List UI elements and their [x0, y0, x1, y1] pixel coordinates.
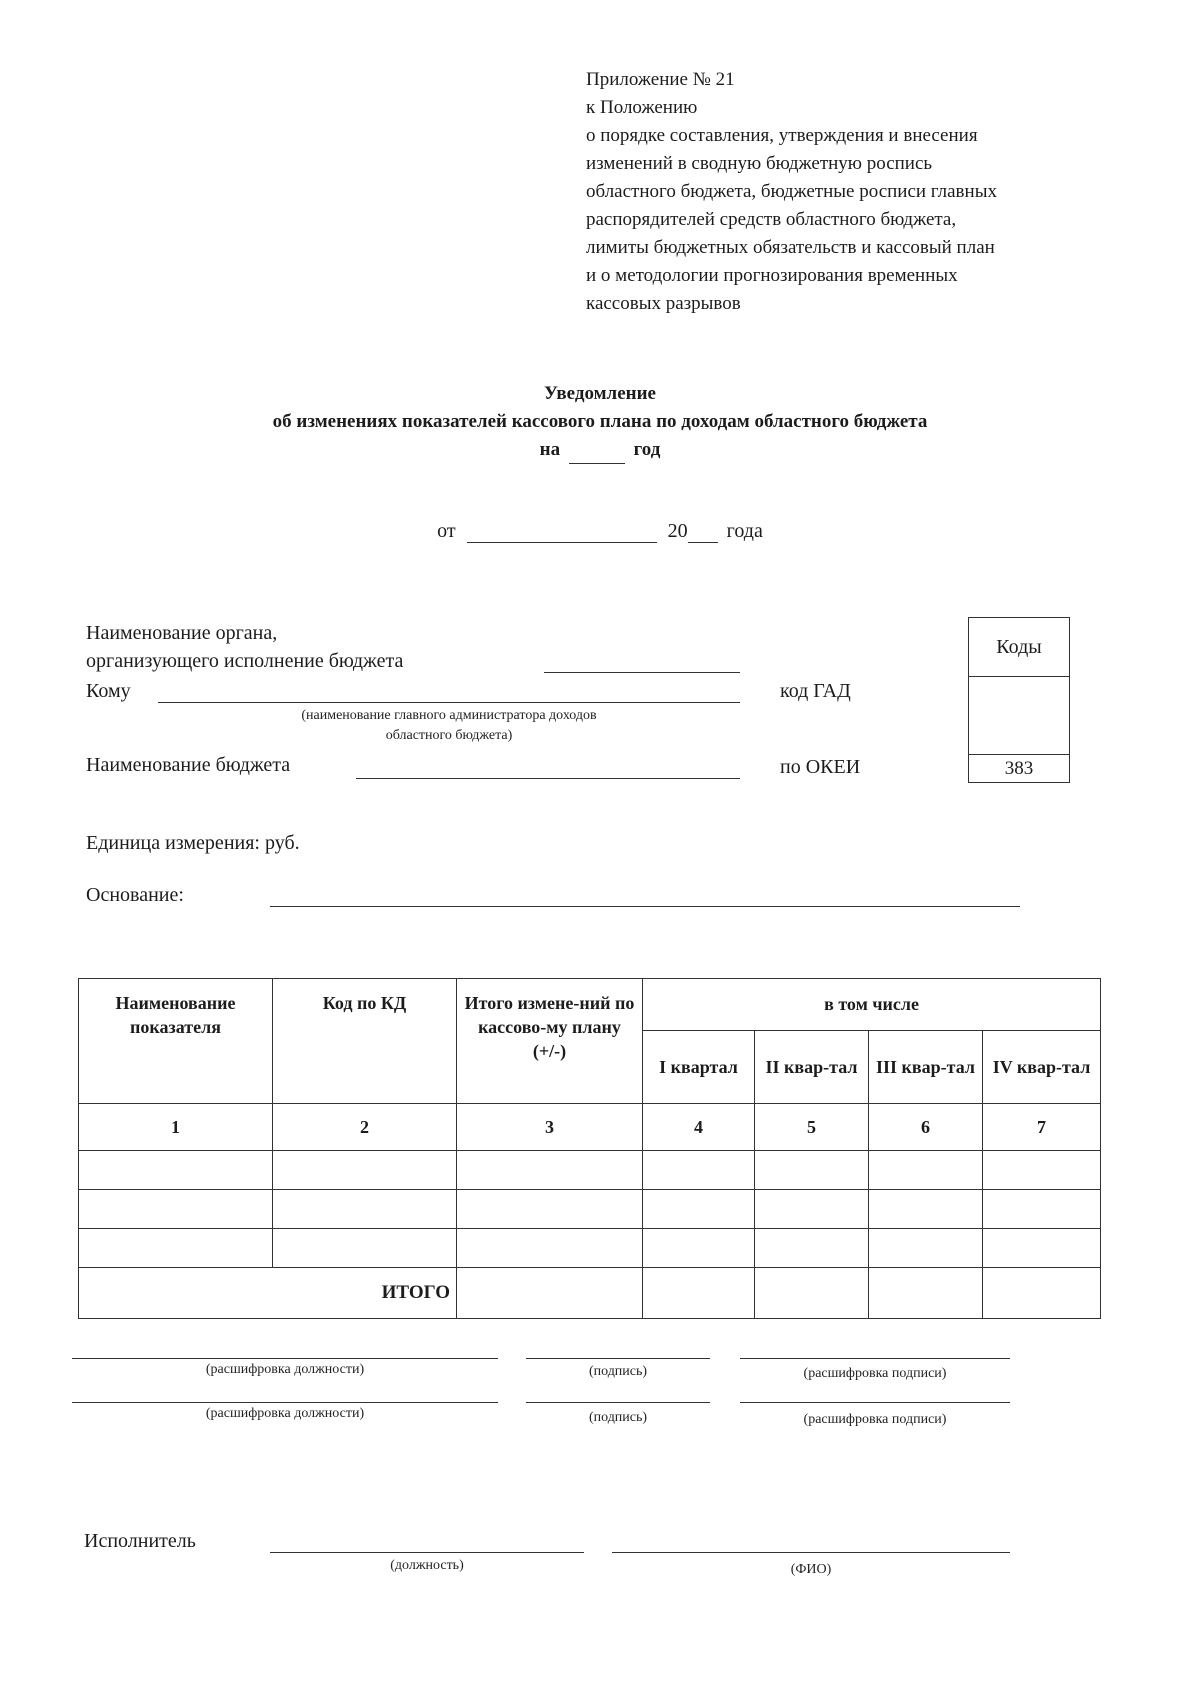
table-cell[interactable] — [79, 1151, 273, 1190]
table-cell[interactable] — [643, 1229, 755, 1268]
col-number: 6 — [869, 1104, 983, 1151]
table-cell[interactable] — [755, 1229, 869, 1268]
table-cell[interactable] — [457, 1229, 643, 1268]
executor-fio-line[interactable] — [612, 1552, 1010, 1553]
budget-field[interactable] — [356, 778, 740, 779]
appendix-header — [586, 66, 1146, 318]
changes-table — [78, 978, 1101, 1319]
basis-field[interactable] — [270, 906, 1020, 907]
total-label: ИТОГО — [79, 1268, 457, 1319]
table-cell[interactable] — [273, 1151, 457, 1190]
table-cell[interactable] — [869, 1190, 983, 1229]
basis-label: Основание: — [86, 884, 184, 906]
header-line: о порядке составления, утверждения и внесения — [586, 125, 978, 146]
table-cell[interactable] — [457, 1190, 643, 1229]
header-line: изменений в сводную бюджетную роспись — [586, 153, 933, 174]
signature-decode-caption: (расшифровка подписи) — [803, 1366, 947, 1381]
table-row — [79, 1151, 1101, 1190]
total-cell[interactable] — [457, 1268, 643, 1319]
table-cell[interactable] — [273, 1190, 457, 1229]
date-line — [0, 520, 1200, 543]
column-numbers-row — [79, 1104, 1101, 1151]
table-cell[interactable] — [643, 1151, 755, 1190]
total-cell[interactable] — [983, 1268, 1101, 1319]
gad-label: код ГАД — [780, 680, 851, 702]
executor-label: Исполнитель — [84, 1530, 196, 1552]
document-title: Уведомление — [544, 383, 656, 404]
date-from-label: от — [437, 520, 456, 542]
col-header-incl: в том числе — [643, 979, 1101, 1031]
signature-sign-line[interactable] — [526, 1358, 710, 1359]
table-cell[interactable] — [79, 1229, 273, 1268]
col-header-name: Наименование показателя — [79, 979, 273, 1104]
table-cell[interactable] — [755, 1190, 869, 1229]
col-header-q2: II квар-тал — [755, 1030, 869, 1103]
table-cell[interactable] — [79, 1190, 273, 1229]
okei-label: по ОКЕИ — [780, 756, 861, 778]
header-line: к Положению — [586, 97, 698, 118]
col-number: 3 — [457, 1104, 643, 1151]
executor-position-line[interactable] — [270, 1552, 584, 1553]
table-cell[interactable] — [273, 1229, 457, 1268]
codes-okei-value: 383 — [969, 754, 1069, 783]
org-field[interactable] — [544, 672, 740, 673]
col-header-q4: IV квар-тал — [983, 1030, 1101, 1103]
header-line: и о методологии прогнозирования временных — [586, 265, 958, 286]
to-label: Кому — [86, 680, 131, 702]
col-number: 1 — [79, 1104, 273, 1151]
signature-sign-caption: (подпись) — [588, 1410, 648, 1425]
table-cell[interactable] — [983, 1151, 1101, 1190]
total-cell[interactable] — [643, 1268, 755, 1319]
col-number: 4 — [643, 1104, 755, 1151]
header-line: кассовых разрывов — [586, 293, 741, 314]
document-year-line — [0, 436, 1200, 464]
executor-fio-caption: (ФИО) — [790, 1562, 832, 1577]
date-year-prefix: 20 — [667, 520, 688, 542]
date-blank[interactable] — [467, 522, 657, 543]
to-caption-line1: (наименование главного администратора доходов — [301, 708, 597, 723]
total-row — [79, 1268, 1101, 1319]
codes-box — [968, 617, 1070, 783]
codes-header: Коды — [969, 618, 1069, 677]
table-row — [79, 1190, 1101, 1229]
table-row — [79, 1229, 1101, 1268]
to-field[interactable] — [158, 702, 740, 703]
table-cell[interactable] — [643, 1190, 755, 1229]
col-header-q3: III квар-тал — [869, 1030, 983, 1103]
date-year-blank[interactable] — [688, 522, 718, 543]
document-subtitle: об изменениях показателей кассового плана по доходам областного бюджета — [272, 411, 928, 432]
header-line: лимиты бюджетных обязательств и кассовый план — [586, 237, 995, 258]
date-year-suffix: года — [726, 520, 763, 542]
year-prefix: на — [539, 439, 561, 460]
signature-decode-line[interactable] — [740, 1402, 1010, 1403]
total-cell[interactable] — [755, 1268, 869, 1319]
signature-position-line[interactable] — [72, 1402, 498, 1403]
signature-sign-caption: (подпись) — [588, 1364, 648, 1379]
to-caption-line2: областного бюджета) — [385, 728, 513, 743]
signature-decode-line[interactable] — [740, 1358, 1010, 1359]
table-cell[interactable] — [755, 1151, 869, 1190]
table-cell[interactable] — [457, 1151, 643, 1190]
table-cell[interactable] — [869, 1229, 983, 1268]
signature-position-line[interactable] — [72, 1358, 498, 1359]
unit-label: Единица измерения: руб. — [86, 832, 300, 854]
codes-gad-cell[interactable] — [969, 677, 1069, 754]
header-line: распорядителей средств областного бюджета, — [586, 209, 957, 230]
year-suffix: год — [633, 439, 661, 460]
table-cell[interactable] — [869, 1151, 983, 1190]
col-header-code: Код по КД — [273, 979, 457, 1104]
col-number: 2 — [273, 1104, 457, 1151]
total-cell[interactable] — [869, 1268, 983, 1319]
col-header-total: Итого измене-ний по кассово-му плану (+/-) — [457, 979, 643, 1104]
col-number: 5 — [755, 1104, 869, 1151]
org-label-line1: Наименование органа, — [86, 622, 278, 644]
table-cell[interactable] — [983, 1229, 1101, 1268]
col-number: 7 — [983, 1104, 1101, 1151]
year-blank[interactable] — [569, 443, 625, 464]
signature-position-caption: (расшифровка должности) — [205, 1406, 365, 1421]
executor-position-caption: (должность) — [390, 1558, 464, 1573]
table-cell[interactable] — [983, 1190, 1101, 1229]
signature-sign-line[interactable] — [526, 1402, 710, 1403]
org-label-line2: организующего исполнение бюджета — [86, 650, 404, 672]
signature-position-caption: (расшифровка должности) — [205, 1362, 365, 1377]
budget-label: Наименование бюджета — [86, 754, 291, 776]
col-header-q1: I квартал — [643, 1030, 755, 1103]
header-line: Приложение № 21 — [586, 69, 735, 90]
signature-decode-caption: (расшифровка подписи) — [803, 1412, 947, 1427]
header-line: областного бюджета, бюджетные росписи главных — [586, 181, 997, 202]
